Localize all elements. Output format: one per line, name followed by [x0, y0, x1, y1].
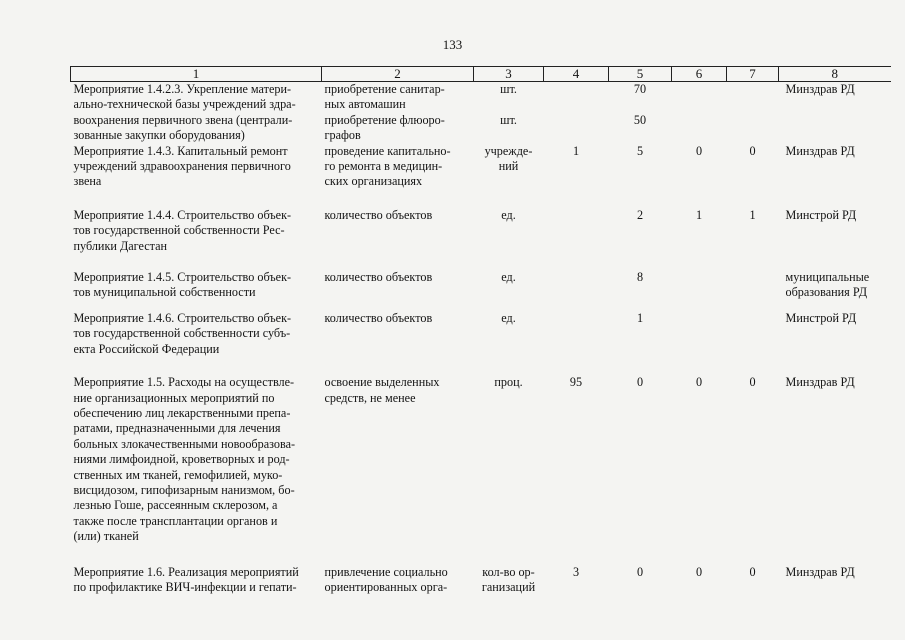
measure-name-line: ственных им тканей, гемофилией, муко- — [73, 467, 283, 482]
unit-line: шт. — [500, 112, 517, 127]
measure-name-line: тов государственной собственности субъ- — [73, 326, 291, 341]
measure-name-line: Мероприятие 1.4.6. Строительство объек- — [73, 310, 292, 325]
measure-name-line: также после трансплантации органов и — [73, 513, 278, 528]
value-col-5-line: 1 — [636, 310, 644, 325]
measure-name-line: екта Российской Федерации — [73, 341, 220, 356]
indicator-name-line: графов — [324, 128, 361, 143]
value-col-6-cell — [672, 545, 727, 596]
measure-name-line: ально-технической базы учреждений здра- — [73, 97, 296, 112]
value-col-7-cell — [727, 144, 779, 190]
measure-name-cell — [71, 301, 322, 357]
measure-name-cell — [71, 190, 322, 254]
value-col-6-cell — [672, 144, 727, 190]
responsible-executor-line: Минстрой РД — [785, 310, 857, 325]
unit-line: ед. — [501, 207, 516, 222]
col-header-4: 4 — [544, 67, 609, 82]
col-header-1: 1 — [71, 67, 322, 82]
value-col-4-cell — [544, 144, 609, 190]
column-number-header — [71, 67, 891, 82]
value-col-5-cell — [609, 301, 672, 357]
value-col-5-cell — [609, 82, 672, 144]
value-col-6-line: 0 — [695, 375, 703, 390]
indicator-name-cell — [322, 301, 474, 357]
responsible-executor-line: Минздрав РД — [785, 82, 855, 96]
responsible-executor-cell — [779, 82, 891, 144]
measure-name-line: тов государственной собственности Рес- — [73, 223, 285, 238]
unit-cell — [474, 82, 544, 144]
unit-line: шт. — [500, 82, 517, 96]
measure-name-cell — [71, 254, 322, 301]
measure-name-line: тов муниципальной собственности — [73, 285, 256, 300]
responsible-executor-line: образования РД — [785, 285, 868, 300]
unit-line: ганизаций — [481, 579, 536, 594]
table-row — [71, 254, 891, 301]
unit-cell — [474, 545, 544, 596]
value-col-5-line: 5 — [636, 143, 644, 158]
value-col-7-cell — [727, 82, 779, 144]
indicator-name-line: количество объектов — [324, 207, 433, 222]
responsible-executor-line: Минстрой РД — [785, 207, 857, 222]
measure-name-line: Мероприятие 1.4.5. Строительство объек- — [73, 270, 292, 285]
measure-name-line: Мероприятие 1.4.3. Капитальный ремонт — [73, 143, 288, 158]
value-col-4-cell — [544, 357, 609, 544]
unit-cell — [474, 190, 544, 254]
indicator-name-line: проведение капитально- — [324, 143, 451, 158]
unit-cell — [474, 144, 544, 190]
value-col-7-line: 0 — [749, 143, 756, 158]
value-col-5-line: 8 — [636, 270, 644, 285]
responsible-executor-line: муниципальные — [785, 270, 870, 285]
value-col-6-line: 1 — [695, 207, 703, 222]
value-col-5-cell — [609, 545, 672, 596]
measure-name-line: публики Дагестан — [73, 238, 168, 253]
value-col-4-line: 95 — [569, 375, 583, 390]
indicator-name-line: количество объектов — [324, 270, 433, 285]
value-col-5-line: 2 — [636, 207, 644, 222]
measure-name-line: воохранения первичного звена (централи- — [73, 112, 293, 127]
table-body — [71, 82, 891, 596]
col-header-6: 6 — [672, 67, 727, 82]
unit-line: проц. — [494, 375, 523, 390]
unit-cell — [474, 357, 544, 544]
unit-line: кол-во ор- — [482, 564, 535, 579]
unit-line: ед. — [501, 310, 516, 325]
unit-cell — [474, 254, 544, 301]
measure-name-cell — [71, 144, 322, 190]
indicator-name-cell — [322, 190, 474, 254]
responsible-executor-line: Минздрав РД — [785, 375, 855, 390]
value-col-5-line — [609, 128, 672, 143]
measure-name-line: ниями лимфоидной, кроветворных и род- — [73, 452, 290, 467]
table-row — [71, 545, 891, 596]
indicator-name-line: приобретение флюоро- — [324, 112, 445, 127]
value-col-7-cell — [727, 254, 779, 301]
value-col-4-cell — [544, 301, 609, 357]
measure-name-line: Мероприятие 1.5. Расходы на осуществле- — [73, 375, 295, 390]
indicator-name-line: ориентированных орга- — [324, 579, 448, 594]
responsible-executor-cell — [779, 301, 891, 357]
responsible-executor-cell — [779, 357, 891, 544]
indicator-name-line: количество объектов — [324, 310, 433, 325]
value-col-5-line: 50 — [633, 112, 647, 127]
value-col-5-cell — [609, 190, 672, 254]
indicator-name-line: ных автомашин — [324, 97, 406, 112]
value-col-5-cell — [609, 254, 672, 301]
measure-name-line: по профилактике ВИЧ-инфекции и гепати- — [73, 579, 297, 594]
table-row — [71, 144, 891, 190]
col-header-7: 7 — [727, 67, 779, 82]
col-header-2: 2 — [322, 67, 474, 82]
value-col-6-line: 0 — [695, 143, 703, 158]
unit-cell — [474, 301, 544, 357]
responsible-executor-cell — [779, 190, 891, 254]
table-row — [71, 301, 891, 357]
indicator-name-line: го ремонта в медицин- — [324, 159, 443, 174]
unit-line — [474, 97, 544, 112]
measure-name-line: больных злокачественными новообразова- — [73, 436, 296, 451]
value-col-6-line: 0 — [695, 564, 703, 579]
value-col-7-cell — [727, 545, 779, 596]
indicator-name-line: средств, не менее — [324, 390, 416, 405]
value-col-6-cell — [672, 82, 727, 144]
indicator-name-line: освоение выделенных — [324, 375, 440, 390]
unit-line: учрежде- — [484, 143, 533, 158]
unit-line — [474, 128, 544, 143]
value-col-4-cell — [544, 545, 609, 596]
value-col-6-cell — [672, 254, 727, 301]
measure-name-line: висцидозом, гипофизарным нанизмом, бо- — [73, 482, 295, 497]
measure-name-line: Мероприятие 1.4.2.3. Укрепление матери- — [73, 82, 292, 96]
value-col-7-line: 1 — [749, 207, 756, 222]
value-col-6-cell — [672, 190, 727, 254]
unit-line: ний — [498, 159, 519, 174]
indicator-name-line: приобретение санитар- — [324, 82, 445, 96]
value-col-4-line: 3 — [572, 564, 580, 579]
value-col-7-line: 0 — [749, 564, 756, 579]
value-col-4-line: 1 — [572, 143, 580, 158]
measure-name-line: зованные закупки оборудования) — [73, 128, 245, 143]
measure-name-cell — [71, 82, 322, 144]
value-col-4-cell — [544, 190, 609, 254]
value-col-7-cell — [727, 190, 779, 254]
measure-name-line: Мероприятие 1.6. Реализация мероприятий — [73, 564, 299, 579]
table-row — [71, 82, 891, 144]
indicator-name-line: привлечение социально — [324, 564, 448, 579]
measure-name-line: учреждений здравоохранения первичного — [73, 159, 291, 174]
value-col-5-line — [609, 97, 672, 112]
measure-name-cell — [71, 545, 322, 596]
value-col-6-cell — [672, 357, 727, 544]
table-row — [71, 357, 891, 544]
measures-table — [70, 66, 891, 595]
value-col-5-line: 70 — [633, 82, 647, 96]
page-number: 133 — [442, 37, 463, 52]
indicator-name-cell — [322, 357, 474, 544]
value-col-5-line: 0 — [636, 375, 644, 390]
col-header-8: 8 — [779, 67, 891, 82]
value-col-5-cell — [609, 144, 672, 190]
value-col-5-cell — [609, 357, 672, 544]
responsible-executor-line: Минздрав РД — [785, 564, 855, 579]
col-header-5: 5 — [609, 67, 672, 82]
responsible-executor-cell — [779, 144, 891, 190]
responsible-executor-line: Минздрав РД — [785, 143, 855, 158]
measure-name-line: лезнью Гоше, рассеянным склерозом, а — [73, 498, 278, 513]
responsible-executor-cell — [779, 545, 891, 596]
responsible-executor-cell — [779, 254, 891, 301]
indicator-name-cell — [322, 254, 474, 301]
table-row — [71, 190, 891, 254]
indicator-name-cell — [322, 545, 474, 596]
col-header-3: 3 — [474, 67, 544, 82]
measure-name-line: звена — [73, 174, 102, 189]
value-col-7-cell — [727, 301, 779, 357]
measure-name-line: ратами, предназначенными для лечения — [73, 421, 281, 436]
value-col-5-line: 0 — [636, 564, 644, 579]
value-col-6-cell — [672, 301, 727, 357]
unit-line: ед. — [501, 270, 516, 285]
measure-name-line: обеспечению лиц лекарственными препа- — [73, 405, 291, 420]
measure-name-line: Мероприятие 1.4.4. Строительство объек- — [73, 207, 292, 222]
indicator-name-line: ских организациях — [324, 174, 423, 189]
value-col-7-line: 0 — [749, 375, 756, 390]
value-col-7-cell — [727, 357, 779, 544]
value-col-4-cell — [544, 254, 609, 301]
measure-name-cell — [71, 357, 322, 544]
indicator-name-cell — [322, 144, 474, 190]
measure-name-line: (или) тканей — [73, 529, 139, 544]
measure-name-line: ние организационных мероприятий по — [73, 390, 275, 405]
value-col-4-cell — [544, 82, 609, 144]
indicator-name-cell — [322, 82, 474, 144]
